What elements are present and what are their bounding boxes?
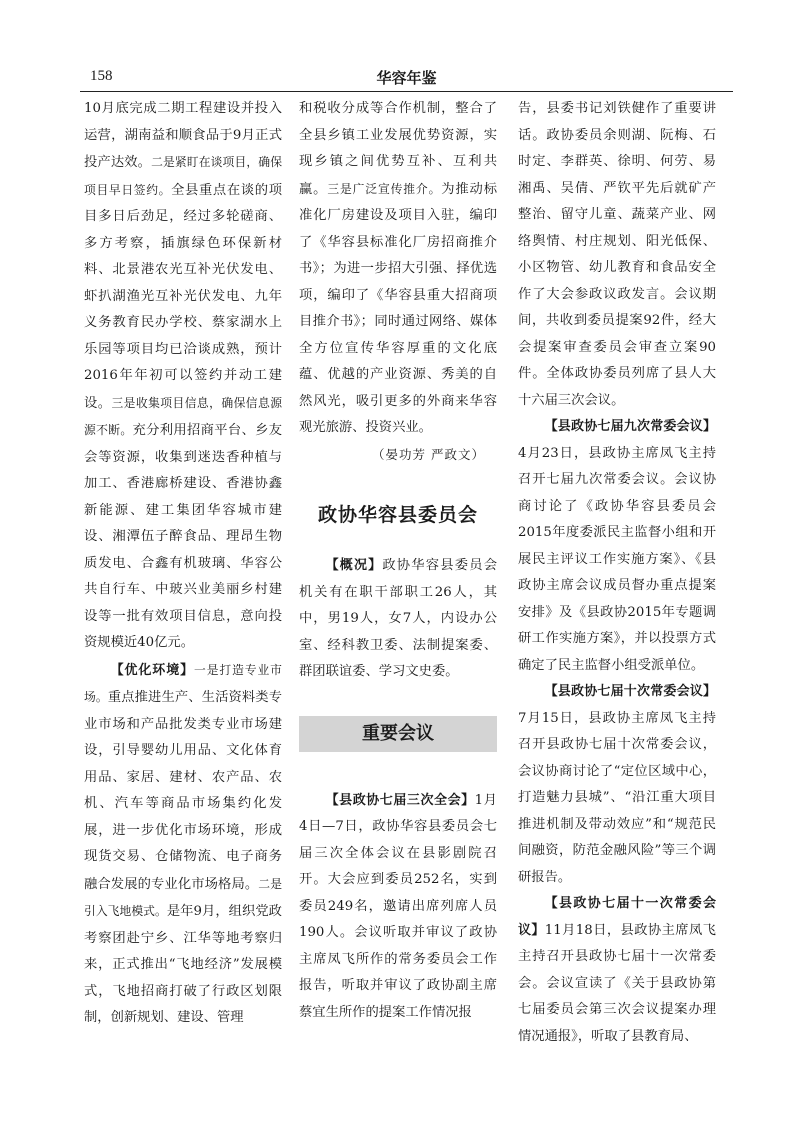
paragraph-tag: 【县政协七届九次常委会议】 xyxy=(544,419,716,434)
page-number: 158 xyxy=(90,68,113,84)
paragraph-tag: 【概况】 xyxy=(325,558,383,573)
page-title: 华容年鉴 xyxy=(376,69,437,87)
text-segment: 为推动标准化厂房建设及项目入驻，编印了《华容县标准化厂房招商推介书》；为进一步招大引强、择优选项，编印了《华容县重大招商项目推介书》；同时通过网络、媒体全方位宣传华容厚重的文化底蕴、优越的产业资源、秀美的自然风光，吸引更多的外商来华容观光旅游、投资兴业。 xyxy=(299,181,497,435)
text-segment: 全县重点在谈的项目多日后劲足，经过多轮磋商、多方考察，插旗绿色环保新材料、北景港农光互补光伏发电、虾扒湖渔光互补光伏发电、九年义务教育民办学校、蔡家湖水上乐园等项目均已洽谈成熟，预计2016年年初可以签约并动工建设。 xyxy=(84,182,282,411)
emphasis-text: 三是广泛宣传推介。 xyxy=(327,181,442,196)
paragraph-ninth-standing-meeting xyxy=(518,414,716,679)
text-segment: 重点推进生产、生活资料类专业市场和产品批发类专业市场建设，引导婴幼儿用品、文化体育用品、家居、建材、农产品、农机、汽车等商品市场集约化发展，进一步优化市场环境，形成现货交易、仓储物流、电子商务融合发展的专业化市场格局。 xyxy=(84,690,282,892)
paragraph-tag: 【县政协七届十一次常委会议】 xyxy=(518,896,716,938)
paragraph-investment-continued xyxy=(84,96,282,657)
text-segment: 7月15日，县政协主席凤飞主持召开县政协七届十次常委会议，会议协商讨论了“定位区域中心，打造魅力县城”、“沿江重大项目推进机制及带动效应”和“规范民间融资，防范金融风险”等三个调研报告。 xyxy=(518,710,716,885)
paragraph-tag: 【县政协七届三次全会】 xyxy=(325,792,475,808)
text-segment: 4月23日，县政协主席凤飞主持召开七届九次常委会议。会议协商讨论了《政协华容县委员会2015年度委派民主监督小组和开展民主评议工作实施方案》、《县政协主席会议成员督办重点提案安排》及《县政协2015年专题调研工作实施方案》，并以投票方式确定了民主监督小组受派单位。 xyxy=(518,445,716,673)
column-2 xyxy=(299,96,497,1026)
running-header xyxy=(80,64,733,90)
text-segment: 是年9月，组织党政考察团赴宁乡、江华等地考察归来，正式推出“飞地经济”发展模式，飞地招商打破了行政区划限制，创新规划、建设、管理 xyxy=(84,904,282,1025)
paragraph-plenary-session xyxy=(299,788,497,1027)
paragraph-tag: 【县政协七届十次常委会议】 xyxy=(544,684,716,699)
column-3 xyxy=(518,96,716,1050)
subsection-title: 重要会议 xyxy=(299,716,497,752)
emphasis-text: 三是收集项目信息，确保信息源源不断。 xyxy=(84,395,282,437)
paragraph-optimize-environment xyxy=(84,657,282,1032)
paragraph-tenth-standing-meeting xyxy=(518,679,716,891)
text-segment: 和税收分成等合作机制，整合了全县乡镇工业发展优势资源，实现乡镇之间优势互补、互利共赢。 xyxy=(299,101,497,197)
emphasis-text: 二是紧盯在谈项目，确保项目早日签约。 xyxy=(84,155,282,197)
header-rule xyxy=(80,91,733,92)
paragraph-overview xyxy=(299,553,497,686)
text-segment: 11月18日，县政协主席凤飞主持召开县政协七届十一次常委会。会议宣读了《关于县政协第七届委员会第三次会议提案办理情况通报》，听取了县教育局、 xyxy=(518,922,716,1044)
text-segment: 10月底完成二期工程建设并投入运营，湖南益和顺食品于9月正式投产达效。 xyxy=(84,101,282,170)
text-segment: 充分利用招商平台、乡友会等资源，收集到迷迭香种植与加工、香港廊桥建设、香港协鑫新能源、建工集团华容城市建设、湘潭伍子醉食品、理昂生物质发电、合鑫有机玻璃、华容公共自行车、中玻兴业美丽乡村建设等一批有效项目信息，意向投资规模近40亿元。 xyxy=(84,423,282,650)
column-1 xyxy=(84,96,282,1032)
paragraph-promotion xyxy=(299,96,497,442)
paragraph-plenary-continued: 告，县委书记刘铁健作了重要讲话。政协委员余则湖、阮梅、石时定、李群英、徐明、何劳、易湘禹、吴倩、严钦平先后就矿产整治、留守儿童、蔬菜产业、网络舆情、村庄规划、阳光低保、小区物管、幼儿教育和食品安全作了大会参政议政发言。会议期间，共收到委员提案92件，经大会提案审查委员会审查立案90件。全体政协委员列席了县人大十六届三次会议。 xyxy=(518,101,716,408)
paragraph-eleventh-standing-meeting xyxy=(518,891,716,1050)
section-title: 政协华容县委员会 xyxy=(317,504,478,526)
paragraph-tag: 【优化环境】 xyxy=(110,662,194,678)
text-segment: 1月4日—7日，政协华容县委员会七届三次全体会议在县影剧院召开。大会应到委员252名，实到委员249名，邀请出席列席人员190人。会议听取并审议了政协主席凤飞所作的常务委员会工作报告，听取并审议了政协副主席蔡宜生所作的提案工作情况报 xyxy=(299,792,497,1020)
emphasis-text: 一是打造专业市场。 xyxy=(84,662,282,704)
text-segment: 政协华容县委员会机关有在职干部职工26人，其中，男19人，女7人，内设办公室、经科教卫委、法制提案委、群团联谊委、学习文史委。 xyxy=(299,558,497,679)
emphasis-text: 二是引入飞地模式。 xyxy=(84,876,282,918)
author-byline: （晏功芳 严政文） xyxy=(372,446,485,462)
